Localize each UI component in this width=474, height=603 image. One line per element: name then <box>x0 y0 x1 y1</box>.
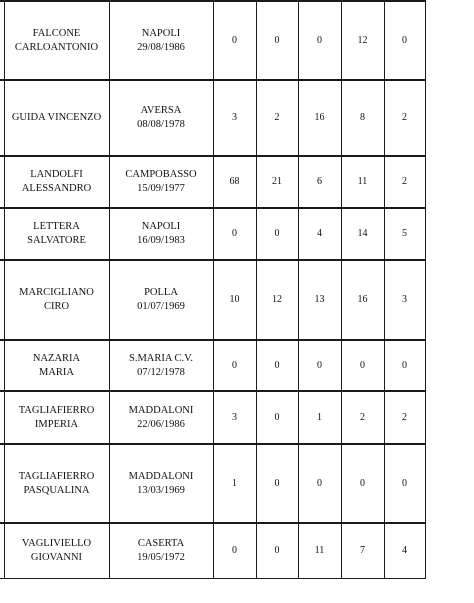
birth-date: 08/08/1978 <box>137 119 185 130</box>
name-cell <box>4 1 109 80</box>
birth-date: 29/08/1986 <box>137 41 185 53</box>
name-cell <box>4 340 109 391</box>
birth-date: 15/09/1977 <box>137 183 185 194</box>
name-line: GUIDA VINCENZO <box>11 112 102 123</box>
table-body <box>0 1 425 578</box>
birth-date: 07/12/1978 <box>137 366 185 378</box>
birthplace: CAMPOBASSO <box>125 169 197 180</box>
value-cell: 12 <box>256 260 298 340</box>
table-row <box>0 1 425 80</box>
name-line: MARCIGLIANO <box>19 287 94 298</box>
birthplace-date-cell <box>109 1 213 80</box>
value-cell: 2 <box>384 156 425 208</box>
table-row <box>0 391 425 444</box>
birthplace-date-cell <box>109 208 213 260</box>
name-cell <box>4 80 109 156</box>
value-cell: 11 <box>341 156 384 208</box>
birth-date: 19/05/1972 <box>137 551 185 563</box>
value-cell: 10 <box>213 260 256 340</box>
birthplace-date-cell <box>109 391 213 444</box>
value-cell: 0 <box>341 340 384 391</box>
name-line: PASQUALINA <box>23 484 90 496</box>
table-row <box>0 340 425 391</box>
value-cell: 0 <box>213 1 256 80</box>
name-line: GIOVANNI <box>30 551 83 563</box>
birthplace: NAPOLI <box>141 221 181 232</box>
value-cell: 3 <box>213 391 256 444</box>
birthplace: S.MARIA C.V. <box>129 352 193 364</box>
table-row <box>0 156 425 208</box>
name-cell <box>4 156 109 208</box>
name-line: LETTERA <box>33 221 80 232</box>
table-row <box>0 523 425 578</box>
birth-date: 22/06/1986 <box>137 418 185 430</box>
value-cell: 0 <box>298 340 341 391</box>
birth-date: 01/07/1969 <box>137 301 185 312</box>
value-cell: 0 <box>384 340 425 391</box>
birthplace: NAPOLI <box>141 27 181 39</box>
value-cell: 0 <box>256 444 298 523</box>
value-cell: 12 <box>341 1 384 80</box>
name-line: SALVATORE <box>27 235 86 246</box>
name-line: TAGLIAFIERRO <box>18 470 95 482</box>
birthplace-date-cell <box>109 340 213 391</box>
name-cell <box>4 444 109 523</box>
birthplace-date-cell <box>109 523 213 578</box>
value-cell: 16 <box>298 80 341 156</box>
value-cell: 0 <box>256 391 298 444</box>
value-cell: 7 <box>341 523 384 578</box>
value-cell: 0 <box>213 340 256 391</box>
name-cell <box>4 523 109 578</box>
value-cell: 0 <box>213 208 256 260</box>
name-line: LANDOLFI <box>30 169 83 180</box>
value-cell: 0 <box>213 523 256 578</box>
table-row <box>0 444 425 523</box>
value-cell: 3 <box>213 80 256 156</box>
value-cell: 1 <box>213 444 256 523</box>
value-cell: 8 <box>341 80 384 156</box>
value-cell: 6 <box>298 156 341 208</box>
value-cell: 0 <box>384 444 425 523</box>
value-cell: 1 <box>298 391 341 444</box>
value-cell: 13 <box>298 260 341 340</box>
birth-date: 13/03/1969 <box>137 484 185 496</box>
birth-date: 16/09/1983 <box>137 235 185 246</box>
value-cell: 16 <box>341 260 384 340</box>
birthplace: MADDALONI <box>128 404 194 416</box>
birthplace: POLLA <box>144 287 178 298</box>
value-cell: 68 <box>213 156 256 208</box>
table-row <box>0 260 425 340</box>
value-cell: 4 <box>298 208 341 260</box>
value-cell: 2 <box>341 391 384 444</box>
name-line: CARLOANTONIO <box>14 41 99 53</box>
birthplace: MADDALONI <box>128 470 194 482</box>
birthplace: AVERSA <box>140 105 182 116</box>
value-cell: 3 <box>384 260 425 340</box>
name-cell <box>4 260 109 340</box>
birthplace-date-cell <box>109 260 213 340</box>
name-line: VAGLIVIELLO <box>21 537 92 549</box>
value-cell: 0 <box>341 444 384 523</box>
value-cell: 21 <box>256 156 298 208</box>
value-cell: 2 <box>384 391 425 444</box>
value-cell: 2 <box>256 80 298 156</box>
value-cell: 2 <box>384 80 425 156</box>
name-line: FALCONE <box>32 27 81 39</box>
value-cell: 0 <box>256 523 298 578</box>
birthplace-date-cell <box>109 80 213 156</box>
name-line: ALESSANDRO <box>21 183 92 194</box>
value-cell: 0 <box>298 1 341 80</box>
table-row <box>0 208 425 260</box>
value-cell: 0 <box>256 208 298 260</box>
name-cell <box>4 208 109 260</box>
name-line: MARIA <box>38 366 74 378</box>
value-cell: 0 <box>298 444 341 523</box>
table-row <box>0 80 425 156</box>
name-line: IMPERIA <box>34 418 79 430</box>
name-line: NAZARIA <box>32 352 81 364</box>
name-cell <box>4 391 109 444</box>
birthplace: CASERTA <box>137 537 185 549</box>
value-cell: 0 <box>256 340 298 391</box>
value-cell: 0 <box>384 1 425 80</box>
value-cell: 14 <box>341 208 384 260</box>
value-cell: 4 <box>384 523 425 578</box>
value-cell: 11 <box>298 523 341 578</box>
name-line: CIRO <box>43 301 70 312</box>
value-cell: 0 <box>256 1 298 80</box>
birthplace-date-cell <box>109 444 213 523</box>
value-cell: 5 <box>384 208 425 260</box>
birthplace-date-cell <box>109 156 213 208</box>
name-line: TAGLIAFIERRO <box>18 404 95 416</box>
